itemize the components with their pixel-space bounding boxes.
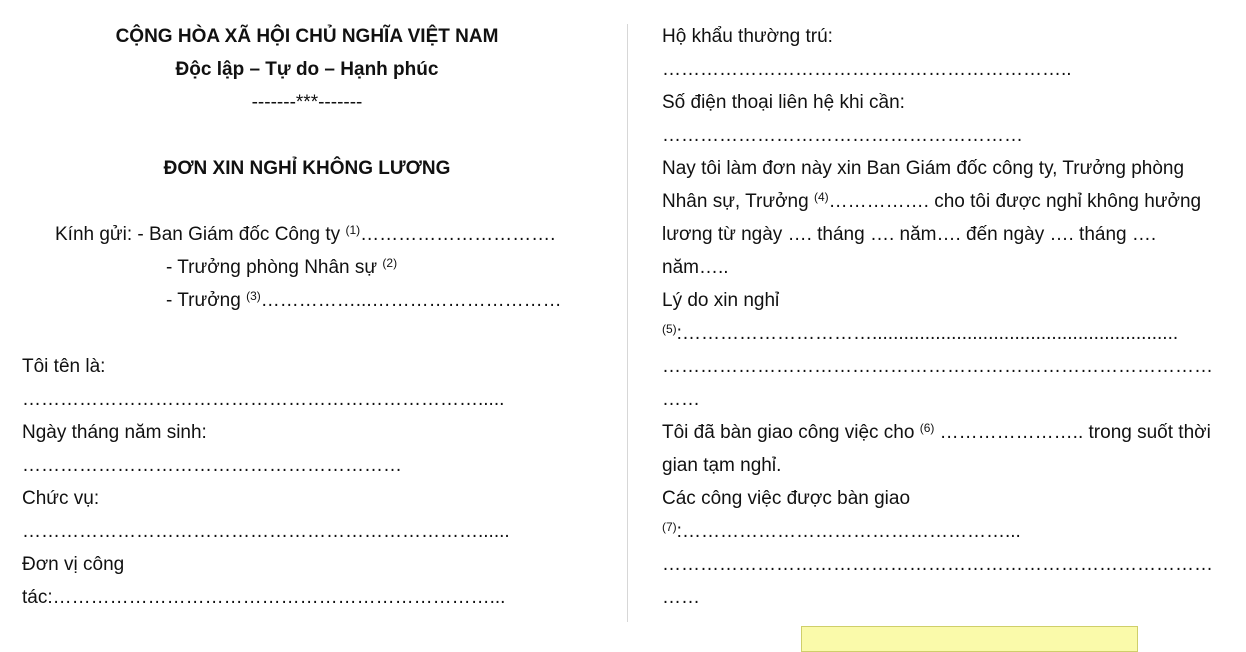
unit-field-line — [22, 586, 505, 610]
request-text-2b: ……………. cho tôi được nghỉ không hưởng — [828, 191, 1202, 212]
name-label: Tôi tên là: — [22, 356, 106, 377]
unit-label-cont: tác: — [22, 587, 53, 608]
handover-text-b: ………………….. trong suốt thời — [934, 422, 1211, 443]
unit-label: Đơn vị công — [22, 554, 125, 575]
footnote-ref-3: (3) — [246, 289, 261, 303]
footnote-ref-6: (6) — [919, 421, 935, 435]
tasks-label: Các công việc được bàn giao — [662, 488, 911, 509]
reason-label: Lý do xin nghỉ — [662, 290, 780, 311]
request-line-2 — [662, 190, 1201, 214]
reason-dots-3: …… — [662, 389, 700, 410]
tasks-dots-3: …… — [662, 587, 700, 608]
recipient-line-1 — [55, 223, 555, 247]
name-field-dots: ………………………………………………………………..... — [22, 389, 505, 410]
motto-heading: Độc lập – Tự do – Hạnh phúc — [175, 59, 439, 80]
phone-label: Số điện thoại liên hệ khi cần: — [662, 92, 905, 113]
phone-field-dots: ………………………………………………… — [662, 125, 1023, 146]
dob-field-dots: …………………………………………………… — [22, 455, 402, 476]
footnote-ref-2: (2) — [382, 256, 398, 270]
recipient-line-3 — [166, 289, 562, 313]
handover-line-2: gian tạm nghỉ. — [662, 455, 782, 476]
footnote-ref-1: (1) — [345, 223, 361, 237]
recipient-text-3: - Trưởng — [166, 290, 247, 311]
footnote-ref-4: (4) — [813, 190, 829, 204]
document-title: ĐƠN XIN NGHỈ KHÔNG LƯƠNG — [163, 158, 451, 179]
country-heading: CỘNG HÒA XÃ HỘI CHỦ NGHĨA VIỆT NAM — [115, 26, 499, 47]
request-line-4: năm….. — [662, 257, 729, 278]
tasks-dots-2: …………………………………………………………………………… — [662, 554, 1213, 575]
heading-separator: -------***------- — [251, 92, 363, 113]
recipient-text-2: - Trưởng phòng Nhân sự — [166, 257, 383, 278]
handover-line-1 — [662, 421, 1211, 445]
tasks-line-1 — [662, 520, 1021, 544]
recipient-dots-1: …………………………. — [360, 224, 556, 245]
residence-field-dots: ……………………………………………………….. — [662, 59, 1072, 80]
recipient-line-2 — [166, 256, 397, 280]
request-line-1: Nay tôi làm đơn này xin Ban Giám đốc công ty, Trưởng phòng — [662, 158, 1185, 179]
dob-label: Ngày tháng năm sinh: — [22, 422, 207, 443]
request-line-3: lương từ ngày …. tháng …. năm…. đến ngày …. tháng …. — [662, 224, 1157, 245]
footnote-ref-7: (7) — [662, 520, 677, 534]
reason-dots-1: :………………………….......................................................... — [676, 323, 1179, 344]
unit-field-dots: ……………………………………………………………... — [52, 587, 506, 608]
tasks-dots-1: :……………………………………………... — [676, 521, 1021, 542]
recipient-text-1: Kính gửi: - Ban Giám đốc Công ty — [55, 224, 346, 245]
reason-dots-2: …………………………………………………………………………… — [662, 356, 1213, 377]
request-text-2a: Nhân sự, Trưởng — [662, 191, 814, 212]
recipient-dots-3: ……………...………………………… — [260, 290, 562, 311]
comment-popup[interactable] — [801, 626, 1138, 652]
column-divider — [627, 24, 628, 622]
position-label: Chức vụ: — [22, 488, 100, 509]
handover-text-a: Tôi đã bàn giao công việc cho — [662, 422, 920, 443]
reason-line-1 — [662, 322, 1178, 346]
position-field-dots: ………………………………………………………………...... — [22, 521, 510, 542]
footnote-ref-5: (5) — [662, 322, 677, 336]
residence-label: Hộ khẩu thường trú: — [662, 26, 833, 47]
